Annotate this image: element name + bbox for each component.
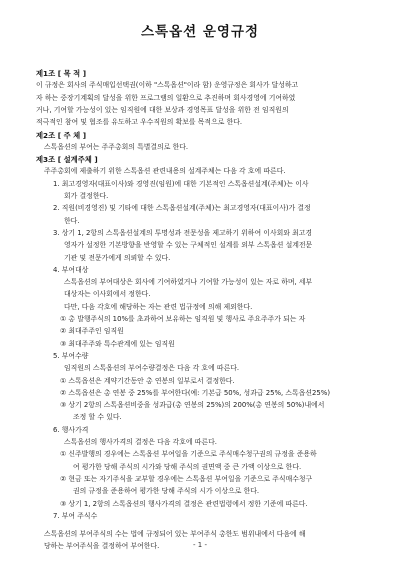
article-3-line: 1. 최고경영자(대표이사)와 경영진(임원)에 대한 기본적인 스톡옵션설계(주체)는 이사 bbox=[53, 179, 309, 188]
article-3-line: 스톡옵션의 부여주식의 수는 법에 규정되어 있는 부여주식 총한도 범위내에서 다음에 해 bbox=[44, 530, 306, 539]
article-3-line: ③ 상기 1, 2항의 스톡옵션의 행사가격의 결정은 관련법령에서 정한 기준에 따른다. bbox=[60, 499, 308, 508]
article-3-line: 주주총회에 제출하기 위한 스톡옵션 관련내용의 설계주체는 다음 각 호에 따른다. bbox=[44, 167, 286, 176]
article-3-line: ② 최대주주인 임직원 bbox=[60, 327, 124, 336]
article-3-line: 여 평가한 당해 주식의 시가와 당해 주식의 권면액 중 큰 가액 이상으로 한다. bbox=[73, 462, 302, 471]
article-3-line: 회가 결정한다. bbox=[64, 192, 109, 200]
article-3-line: 6. 행사가격 bbox=[53, 425, 89, 434]
article-3-line: 한다. bbox=[64, 216, 80, 225]
article-3-line: 다만, 다음 각호에 해당하는 자는 관련 법규정에 의해 제외한다. bbox=[64, 302, 253, 311]
article-3-line: 기관 및 전문가에게 의뢰할 수 있다. bbox=[64, 253, 171, 262]
article-3-line: ② 현금 또는 자기주식을 교부할 경우에는 스톡옵션 부여일을 기준으로 주식매수청구 bbox=[60, 474, 313, 483]
article-3-line: 스톡옵션의 행사가격의 결정은 다음 각호에 따른다. bbox=[64, 438, 217, 446]
article-3-line: 영자가 설정한 기본방향을 반영할 수 있는 구체적인 설계를 외부 스톡옵션 설계전문 bbox=[64, 241, 313, 250]
article-3-line: 5. 부여수량 bbox=[53, 351, 89, 360]
article-3-line: ① 스톡옵션은 계약기간동안 총 연봉의 일부로서 결정한다. bbox=[60, 376, 235, 385]
article-2-line: 스톡옵션의 부여는 주주총회의 특별결의로 한다. bbox=[44, 142, 189, 151]
article-1-line: 이 규정은 회사의 주식매입선택권(이하 "스톡옵션"이라 함) 운영규정은 회사가 달성하고 bbox=[36, 81, 299, 90]
article-1-heading: 제1조 [ 목 적 ] bbox=[36, 69, 87, 78]
article-3-line: 임직원의 스톡옵션의 부여수량결정은 다음 각 호에 따른다. bbox=[64, 364, 240, 373]
page-number: - 1 - bbox=[193, 541, 207, 549]
article-1-line: 거나, 기여할 가능성이 있는 임직원에 대한 보상과 경영목표 달성을 위한 전 임직원의 bbox=[36, 105, 289, 114]
article-3-line: ① 총 발행주식의 10%를 초과하여 보유하는 임직원 및 행사로 주요주주가 되는 자 bbox=[60, 315, 306, 323]
article-3-line: 당하는 부여주식을 결정하여 부여한다. bbox=[44, 542, 160, 551]
article-3-line: 조정 할 수 있다. bbox=[73, 413, 122, 422]
article-1-line: 자 하는 중장기계획의 달성을 위한 프로그램의 일환으로 추진하며 회사경영에 기여하였 bbox=[36, 93, 296, 102]
article-3-line: 7. 부여 주식수 bbox=[53, 511, 98, 520]
article-3-heading: 제3조 [ 설계주체 ] bbox=[36, 155, 98, 165]
article-3-line: 4. 부여대상 bbox=[53, 265, 89, 274]
article-3-line: ① 신주발행의 경우에는 스톡옵션 부여일을 기준으로 주식매수청구권의 규정을 준용하 bbox=[60, 450, 317, 459]
article-3-line: ② 스톡옵션은 총 연봉 중 25%를 부여한다(예: 기본급 50%, 성과급 25%, 스톡옵션25%) bbox=[60, 388, 331, 397]
article-3-line: 3. 상기 1, 2항의 스톡옵션설계의 투명성과 전문성을 제고하기 위하여 이사회와 최고경 bbox=[53, 228, 313, 237]
article-3-line: ③ 최대주주와 특수관계에 있는 임직원 bbox=[60, 339, 175, 348]
article-2-heading: 제2조 [ 주 체 ] bbox=[36, 130, 87, 140]
article-3-line: 스톡옵션의 부여대상은 회사에 기여하였거나 기여할 가능성이 있는 자로 하며, 세부 bbox=[64, 278, 313, 287]
article-3-line: ③ 상기 2항의 스톡옵션비중을 성과급(총 연봉의 25%)의 200%(총 연봉의 50%)내에서 bbox=[60, 401, 325, 410]
article-3-line: 대상자는 이사회에서 정한다. bbox=[64, 290, 151, 299]
document-title: 스톡옵션 운영규정 bbox=[140, 24, 260, 40]
article-1-line: 적극적인 참여 및 협조를 유도하고 우수직원의 확보를 목적으로 한다. bbox=[36, 118, 243, 127]
article-3-line: 2. 직원(비경영진) 및 기타에 대한 스톡옵션설계(주체)는 최고경영자(대표이사)가 결정 bbox=[53, 204, 311, 213]
article-3-line: 권의 규정을 준용하여 평가한 당해 주식의 시가 이상으로 한다. bbox=[73, 487, 260, 496]
